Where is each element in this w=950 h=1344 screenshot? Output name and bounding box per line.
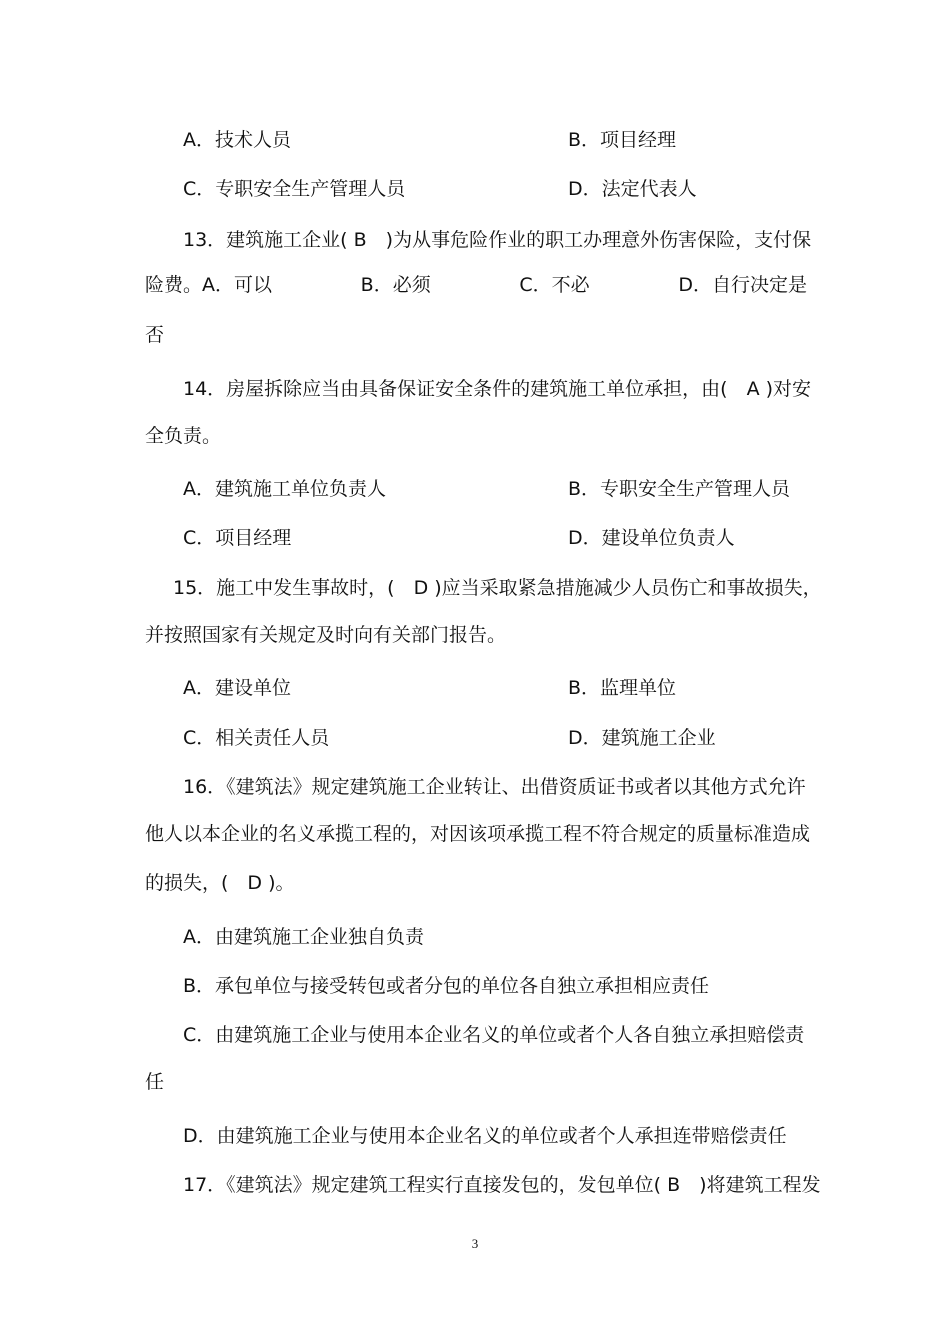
q12-option-c: C．专职安全生产管理人员	[183, 178, 406, 200]
q14-option-d: D．建设单位负责人	[568, 527, 735, 549]
q12-option-b: B．项目经理	[568, 129, 677, 151]
page-number: 3	[471, 1236, 479, 1251]
q17-question-line1: 17．《建筑法》规定建筑工程实行直接发包的，发包单位( B )将建筑工程发	[183, 1174, 821, 1196]
q12-option-d: D．法定代表人	[568, 178, 697, 200]
q13-option-c: C．不必	[519, 274, 590, 296]
q13-options-line	[145, 273, 807, 297]
q16-option-b: B．承包单位与接受转包或者分包的单位各自独立承担相应责任	[183, 975, 710, 997]
q16-question-line3: 的损失，( D )。	[145, 872, 295, 894]
q14-question-line2: 全负责。	[145, 425, 222, 447]
q13-option-d: D．自行决定是	[678, 274, 807, 296]
q15-option-b: B．监理单位	[568, 677, 677, 699]
q14-option-a: A．建筑施工单位负责人	[183, 478, 386, 500]
q14-option-c: C．项目经理	[183, 527, 292, 549]
q13-question-line3: 否	[145, 324, 165, 346]
q16-question-line1: 16．《建筑法》规定建筑施工企业转让、出借资质证书或者以其他方式允许	[183, 776, 806, 798]
q13-option-b: B．必须	[360, 274, 431, 296]
q12-option-a: A．技术人员	[183, 129, 291, 151]
q16-question-line2: 他人以本企业的名义承揽工程的，对因该项承揽工程不符合规定的质量标准造成	[145, 823, 811, 845]
q13-option-a: 险费。A．可以	[145, 274, 272, 296]
q15-question-line2: 并按照国家有关规定及时向有关部门报告。	[145, 624, 507, 646]
q14-option-b: B．专职安全生产管理人员	[568, 478, 791, 500]
q16-option-d: D．由建筑施工企业与使用本企业名义的单位或者个人承担连带赔偿责任	[183, 1125, 787, 1147]
q13-question-line1: 13．建筑施工企业( B )为从事危险作业的职工办理意外伤害保险，支付保	[183, 229, 812, 251]
q15-option-a: A．建设单位	[183, 677, 291, 699]
q15-question-line1: 15．施工中发生事故时，( D )应当采取紧急措施减少人员伤亡和事故损失，	[173, 577, 822, 599]
q15-option-d: D．建筑施工企业	[568, 727, 716, 749]
q15-option-c: C．相关责任人员	[183, 727, 330, 749]
q16-option-c-line2: 任	[145, 1071, 165, 1093]
q16-option-a: A．由建筑施工企业独自负责	[183, 926, 424, 948]
q14-question-line1: 14．房屋拆除应当由具备保证安全条件的建筑施工单位承担，由( A )对安	[183, 378, 812, 400]
q16-option-c-line1: C．由建筑施工企业与使用本企业名义的单位或者个人各自独立承担赔偿责	[183, 1024, 805, 1046]
